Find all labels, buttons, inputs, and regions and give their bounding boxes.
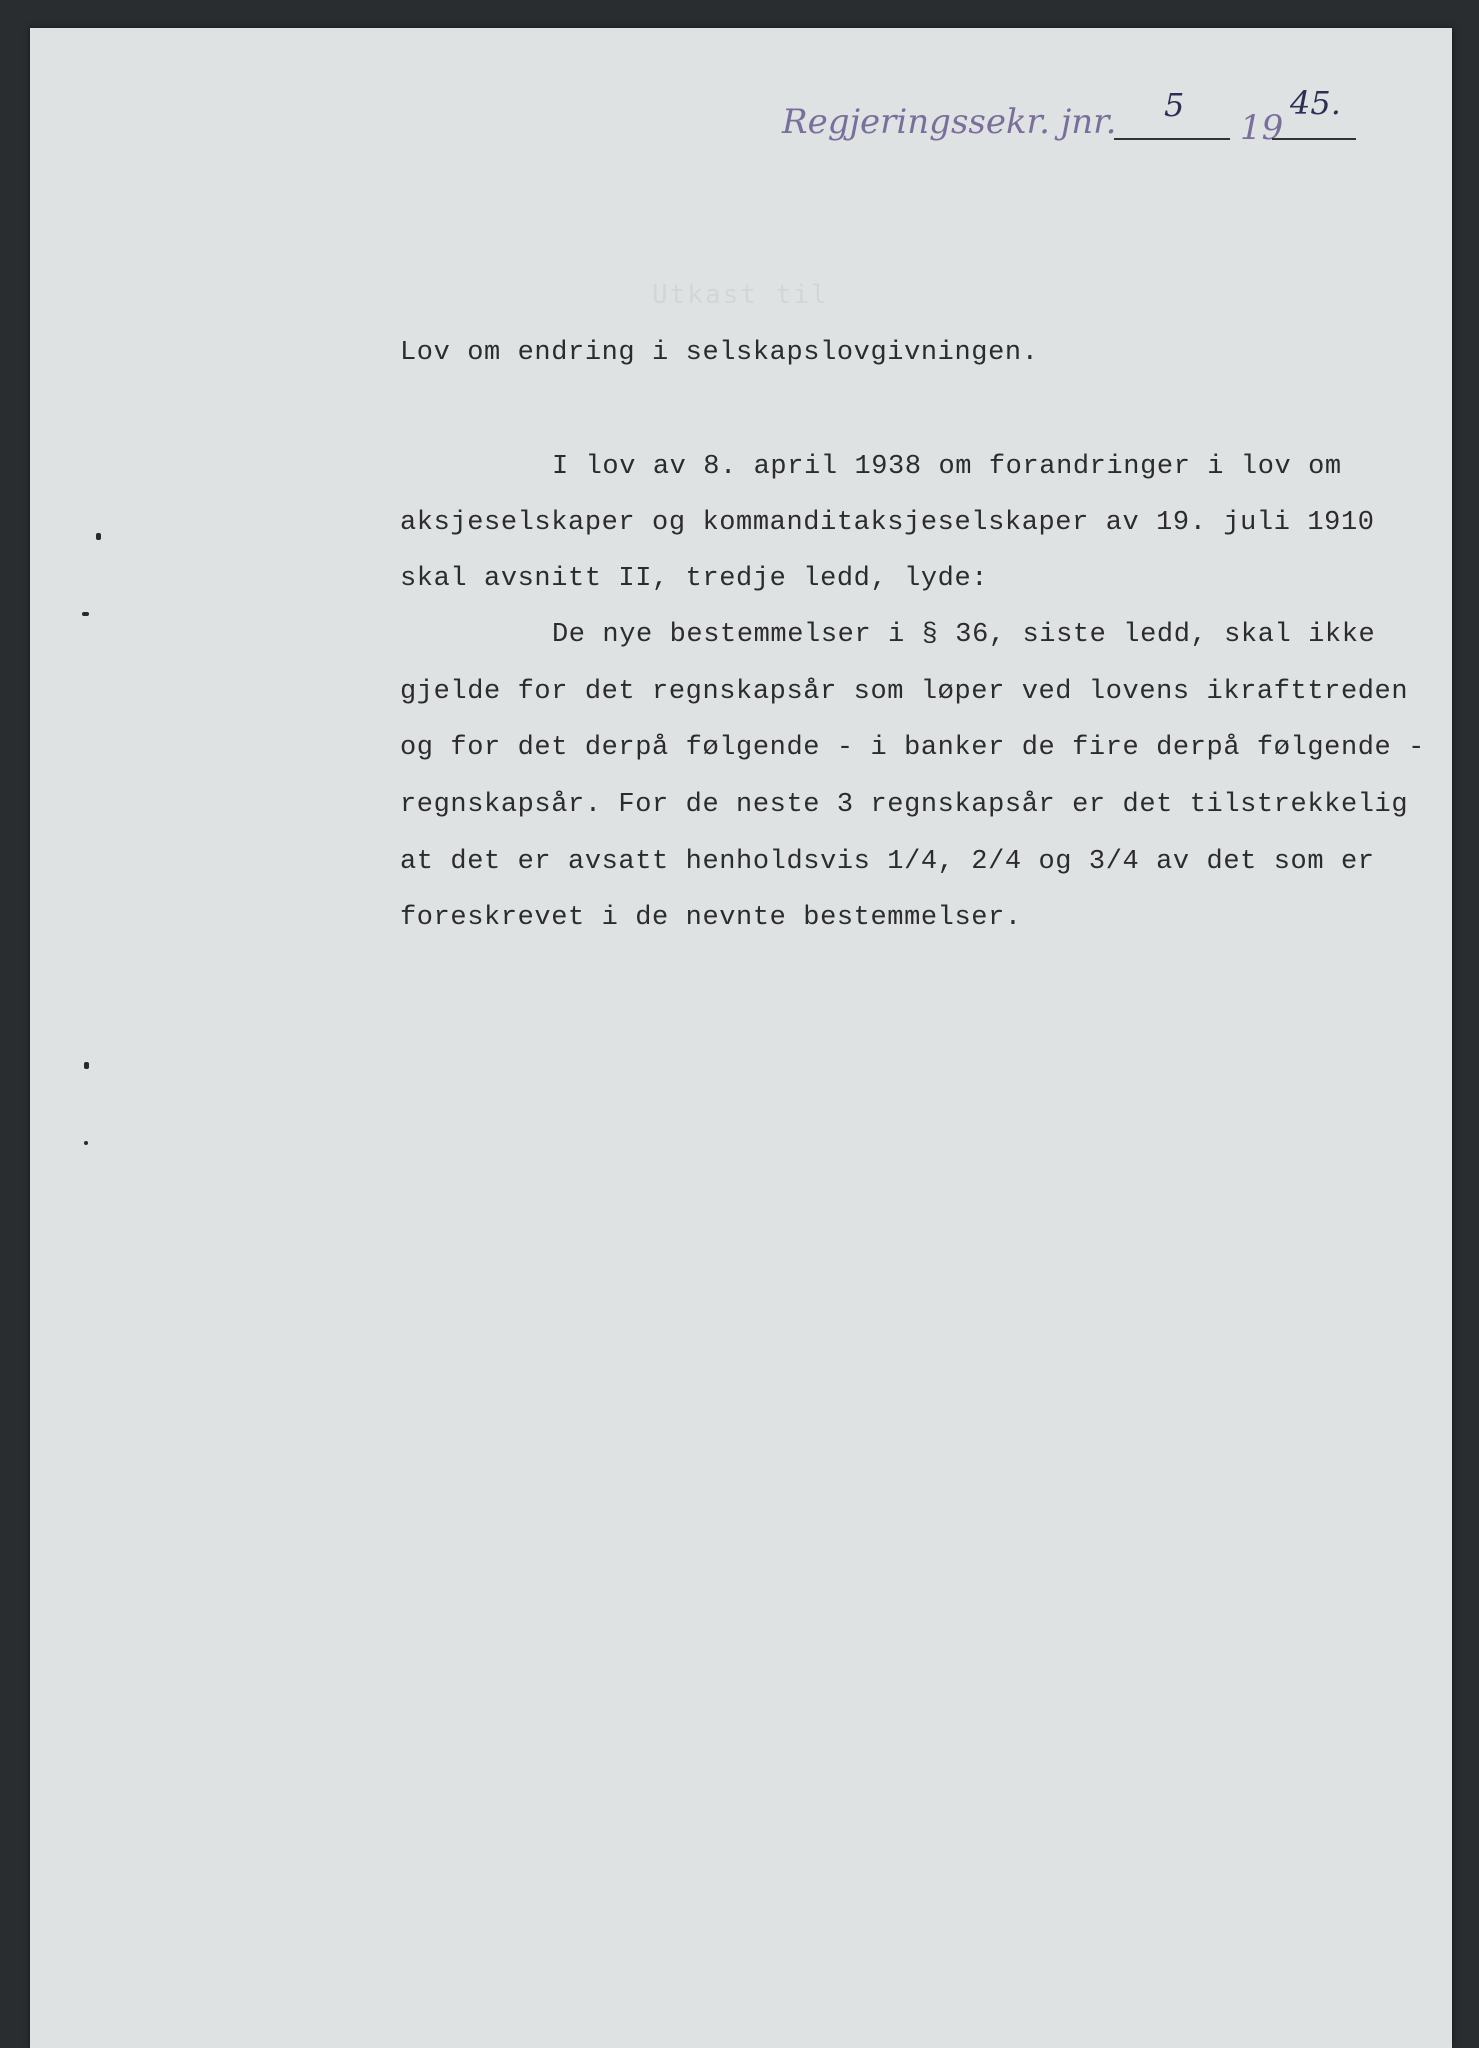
stamp-century: 19 bbox=[1240, 108, 1284, 148]
document-title: Lov om endring i selskapslovgivningen. bbox=[400, 338, 1039, 368]
stamp-number-underline bbox=[1114, 138, 1230, 140]
body-line: De nye bestemmelser i § 36, siste ledd, skal ikke bbox=[552, 620, 1376, 650]
body-line: aksjeselskaper og kommanditaksjeselskaper av 19. juli 1910 bbox=[400, 508, 1375, 538]
document-page bbox=[30, 28, 1452, 2048]
body-line: skal avsnitt II, tredje ledd, lyde: bbox=[400, 564, 989, 594]
binding-hole-mark bbox=[84, 1141, 88, 1145]
body-line: og for det derpå følgende - i banker de fire derpå følgende - bbox=[400, 733, 1425, 763]
stamp-year: 45. bbox=[1290, 84, 1341, 122]
body-line: at det er avsatt henholdsvis 1/4, 2/4 og 3/4 av det som er bbox=[400, 847, 1375, 877]
stamp-label: Regjeringssekr. jnr. bbox=[782, 102, 1117, 142]
binding-hole-mark bbox=[82, 612, 89, 616]
body-line: foreskrevet i de nevnte bestemmelser. bbox=[400, 903, 1022, 933]
body-line: regnskapsår. For de neste 3 regnskapsår er det tilstrekkelig bbox=[400, 790, 1409, 820]
body-line: I lov av 8. april 1938 om forandringer i lov om bbox=[552, 452, 1342, 482]
stamp-number: 5 bbox=[1164, 86, 1185, 124]
binding-hole-mark bbox=[96, 533, 101, 540]
faded-heading: Utkast til bbox=[652, 280, 829, 310]
binding-hole-mark bbox=[84, 1062, 89, 1069]
body-line: gjelde for det regnskapsår som løper ved lovens ikrafttreden bbox=[400, 677, 1409, 707]
stamp-year-underline bbox=[1272, 138, 1356, 140]
